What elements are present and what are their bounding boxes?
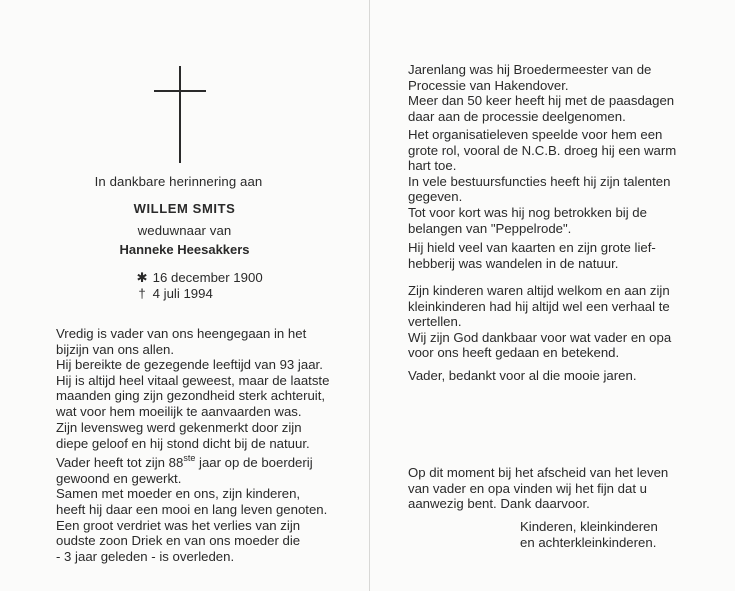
text-segment: Vader heeft tot zijn 88 — [56, 455, 184, 471]
life-dates — [135, 270, 263, 302]
text-line: vertellen. — [408, 314, 462, 330]
text-line: Hij hield veel van kaarten en zijn grote lief- — [408, 240, 656, 255]
text-line: In vele bestuursfuncties heeft hij zijn talenten — [408, 173, 671, 189]
text-segment: jaar op de boerderij — [195, 455, 313, 471]
text-line: Hij is altijd heel vitaal geweest, maar de laatste — [56, 372, 330, 388]
family-signoff — [520, 519, 658, 550]
cross-icon — [150, 66, 210, 166]
card-fold-line — [369, 0, 370, 591]
intro-text: In dankbare herinnering aan — [94, 174, 263, 189]
text-line: Processie van Hakendover. — [408, 77, 569, 93]
text-line: belangen van "Peppelrode". — [408, 220, 572, 236]
death-date-row — [135, 286, 263, 302]
right-paragraph-6 — [408, 465, 701, 512]
text-line: diepe geloof en hij stond dicht bij de natuur. — [56, 435, 310, 451]
left-paragraph-1 — [56, 326, 330, 420]
text-line: aanwezig bent. Dank daarvoor. — [408, 496, 590, 512]
text-line: hart toe. — [408, 158, 457, 174]
text-line: Op dit moment bij het afscheid van het leven — [408, 465, 669, 480]
text-line: gewoond en gewerkt. — [56, 470, 182, 486]
text-line: kleinkinderen had hij altijd wel een verhaal te — [408, 298, 670, 314]
right-paragraph-3 — [408, 240, 701, 271]
text-line: heeft hij daar een mooi en lang leven genoten. — [56, 501, 328, 517]
text-line-with-superscript — [56, 451, 324, 471]
death-cross-icon: † — [138, 286, 146, 301]
text-line: Samen met moeder en ons, zijn kinderen, — [56, 486, 301, 502]
text-line: Tot voor kort was hij nog betrokken bij de — [408, 204, 647, 220]
birth-star-icon: ✱ — [136, 270, 148, 285]
text-line: Hij bereikte de gezegende leeftijd van 93 jaar. — [56, 357, 323, 373]
text-line: voor ons heeft gedaan en betekend. — [408, 345, 620, 361]
text-line: - 3 jaar geleden - is overleden. — [56, 548, 235, 564]
left-paragraph-2 — [56, 420, 328, 564]
ordinal-superscript: ste — [183, 453, 196, 464]
spouse-name: Hanneke Heesakkers — [119, 242, 250, 257]
birth-date-row — [135, 270, 263, 286]
text-line: Zijn kinderen waren altijd welkom en aan zijn — [408, 283, 670, 298]
text-line: Vader, bedankt voor al die mooie jaren. — [408, 368, 637, 383]
text-line: wat voor hem moeilijk te aanvaarden was. — [56, 403, 302, 419]
widow-line: weduwnaar van — [137, 223, 232, 238]
death-date: 4 juli 1994 — [152, 286, 213, 301]
right-paragraph-5 — [408, 368, 701, 384]
text-line: Vredig is vader van ons heengegaan in het — [56, 326, 307, 341]
text-line: Kinderen, kleinkinderen — [520, 519, 658, 534]
text-line: maanden ging zijn gezondheid sterk achteruit, — [56, 388, 326, 404]
right-paragraph-2 — [408, 127, 701, 236]
text-line: oudste zoon Driek en van ons moeder die — [56, 533, 301, 549]
text-line: bijzijn van ons allen. — [56, 341, 175, 357]
text-line: Het organisatieleven speelde voor hem een — [408, 127, 663, 142]
right-paragraph-1 — [408, 62, 701, 124]
text-line: hebberij was wandelen in de natuur. — [408, 255, 619, 271]
deceased-name: WILLEM SMITS — [133, 201, 236, 216]
text-line: grote rol, vooral de N.C.B. droeg hij een warm — [408, 142, 677, 158]
text-line: Een groot verdriet was het verlies van zijn — [56, 517, 301, 533]
text-line: daar aan de processie deelgenomen. — [408, 108, 626, 124]
right-paragraph-4 — [408, 283, 701, 361]
text-line: Zijn levensweg werd gekenmerkt door zijn — [56, 420, 302, 435]
text-line: gegeven. — [408, 189, 463, 205]
text-line: van vader en opa vinden wij het fijn dat u — [408, 480, 647, 496]
text-line: en achterkleinkinderen. — [520, 534, 657, 550]
text-line: Jarenlang was hij Broedermeester van de — [408, 62, 652, 77]
text-line: Wij zijn God dankbaar voor wat vader en opa — [408, 329, 672, 345]
text-line: Meer dan 50 keer heeft hij met de paasdagen — [408, 93, 675, 109]
birth-date: 16 december 1900 — [152, 270, 263, 285]
